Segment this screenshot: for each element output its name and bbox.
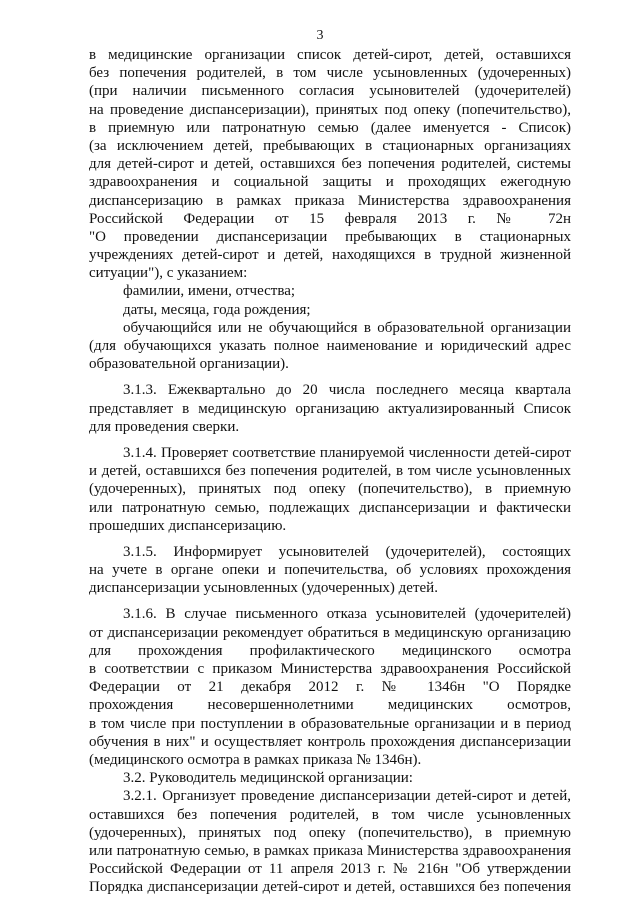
paragraph bbox=[89, 787, 571, 896]
paragraph bbox=[89, 319, 571, 374]
text-line: на учете в органе опеки и попечительства, об условиях прохождения bbox=[89, 562, 571, 579]
text-line: прошедших диспансеризацию. bbox=[89, 517, 287, 534]
text-line: (удочеренных), принятых под опеку (попечительство), в приемную bbox=[89, 481, 571, 498]
paragraph bbox=[89, 46, 571, 282]
text-line: от диспансеризации рекомендует обратиться в медицинскую организацию bbox=[89, 624, 571, 641]
text-line: учреждениях детей-сирот и детей, находящихся в трудной жизненной bbox=[89, 247, 571, 264]
text-line: в медицинские организации список детей-сирот, детей, оставшихся bbox=[89, 47, 571, 63]
text-line: и детей, оставшихся без попечения родителей, в том числе усыновленных bbox=[89, 463, 571, 480]
text-line: 3.2.1. Организует проведение диспансеризации детей-сирот и детей, bbox=[123, 788, 571, 805]
paragraph-gap bbox=[89, 436, 571, 444]
text-line: в приемную или патронатную семью (далее именуется - Список) bbox=[89, 119, 571, 136]
paragraph-gap bbox=[89, 597, 571, 605]
text-line: фамилии, имени, отчества; bbox=[123, 283, 296, 300]
text-line: прохождения несовершеннолетними медицинских осмотров, bbox=[89, 697, 571, 714]
text-line: (медицинского осмотра в рамках приказа № 1346н). bbox=[89, 751, 422, 768]
text-line: или патронатную семью, в рамках приказа Министерства здравоохранения bbox=[89, 842, 571, 859]
page-number: 3 bbox=[316, 28, 324, 43]
text-line: диспансеризации усыновленных (удочеренных) детей. bbox=[89, 580, 438, 597]
paragraph bbox=[89, 605, 571, 769]
document-body bbox=[89, 46, 571, 896]
text-line: обучающийся или не обучающийся в образовательной организации bbox=[123, 319, 571, 336]
text-line: Российской Федерации от 11 апреля 2013 г. № 216н "Об утверждении bbox=[89, 861, 571, 878]
text-line: для прохождения профилактического медицинского осмотра bbox=[89, 642, 571, 659]
text-line: (удочеренных), принятых под опеку (попечительство), в приемную bbox=[89, 824, 571, 841]
text-line: (при наличии письменного согласия усыновителей (удочерителей) bbox=[89, 83, 571, 100]
text-line: 3.1.5. Информирует усыновителей (удочерителей), состоящих bbox=[123, 543, 571, 560]
text-line: образовательной организации). bbox=[89, 356, 289, 373]
text-line: 3.1.4. Проверяет соответствие планируемой численности детей-сирот bbox=[123, 444, 571, 461]
text-line: ситуации"), с указанием: bbox=[89, 265, 248, 282]
text-line: на проведение диспансеризации), принятых под опеку (попечительство), bbox=[89, 101, 571, 118]
text-line: 3.1.3. Ежеквартально до 20 числа последнего месяца квартала bbox=[123, 382, 571, 399]
paragraph bbox=[89, 301, 571, 319]
text-line: без попечения родителей, в том числе усыновленных (удочеренных) bbox=[89, 65, 571, 82]
paragraph bbox=[89, 444, 571, 535]
paragraph bbox=[89, 543, 571, 598]
text-line: обучения в них" и осуществляет контроль прохождения диспансеризации bbox=[89, 733, 571, 750]
paragraph bbox=[89, 381, 571, 436]
text-line: в соответствии с приказом Министерства здравоохранения Российской bbox=[89, 661, 571, 677]
text-line: или патронатную семью, подлежащих диспансеризации и фактически bbox=[89, 499, 571, 516]
paragraph-gap bbox=[89, 373, 571, 381]
text-line: (для обучающихся указать полное наименование и юридический адрес bbox=[89, 338, 571, 354]
text-line: для проведения сверки. bbox=[89, 418, 240, 435]
text-line: "О проведении диспансеризации пребывающих в стационарных bbox=[89, 228, 571, 245]
text-line: диспансеризацию в рамках приказа Министерства здравоохранения bbox=[89, 192, 571, 209]
text-line: в том числе при поступлении в образовательные организации и в период bbox=[89, 715, 571, 732]
text-line: даты, месяца, года рождения; bbox=[123, 301, 311, 318]
text-line: для детей-сирот и детей, оставшихся без попечения родителей, системы bbox=[89, 156, 571, 173]
paragraph-gap bbox=[89, 535, 571, 543]
text-line: представляет в медицинскую организацию актуализированный Список bbox=[89, 400, 571, 417]
text-line: оставшихся без попечения родителей, в том числе усыновленных bbox=[89, 806, 571, 823]
paragraph bbox=[89, 282, 571, 300]
text-line: Порядка диспансеризации детей-сирот и детей, оставшихся без попечения bbox=[89, 879, 571, 896]
text-line: Федерации от 21 декабря 2012 г. № 1346н "О Порядке bbox=[89, 679, 571, 696]
text-line: 3.1.6. В случае письменного отказа усыновителей (удочерителей) bbox=[123, 606, 571, 623]
text-line: Российской Федерации от 15 февраля 2013 г. № 72н bbox=[89, 210, 571, 227]
text-line: (за исключением детей, пребывающих в стационарных организациях bbox=[89, 137, 571, 154]
text-line: здравоохранения и социальной защиты и проходящих ежегодную bbox=[89, 174, 571, 191]
paragraph bbox=[89, 769, 571, 787]
text-line: 3.2. Руководитель медицинской организации: bbox=[123, 770, 413, 787]
